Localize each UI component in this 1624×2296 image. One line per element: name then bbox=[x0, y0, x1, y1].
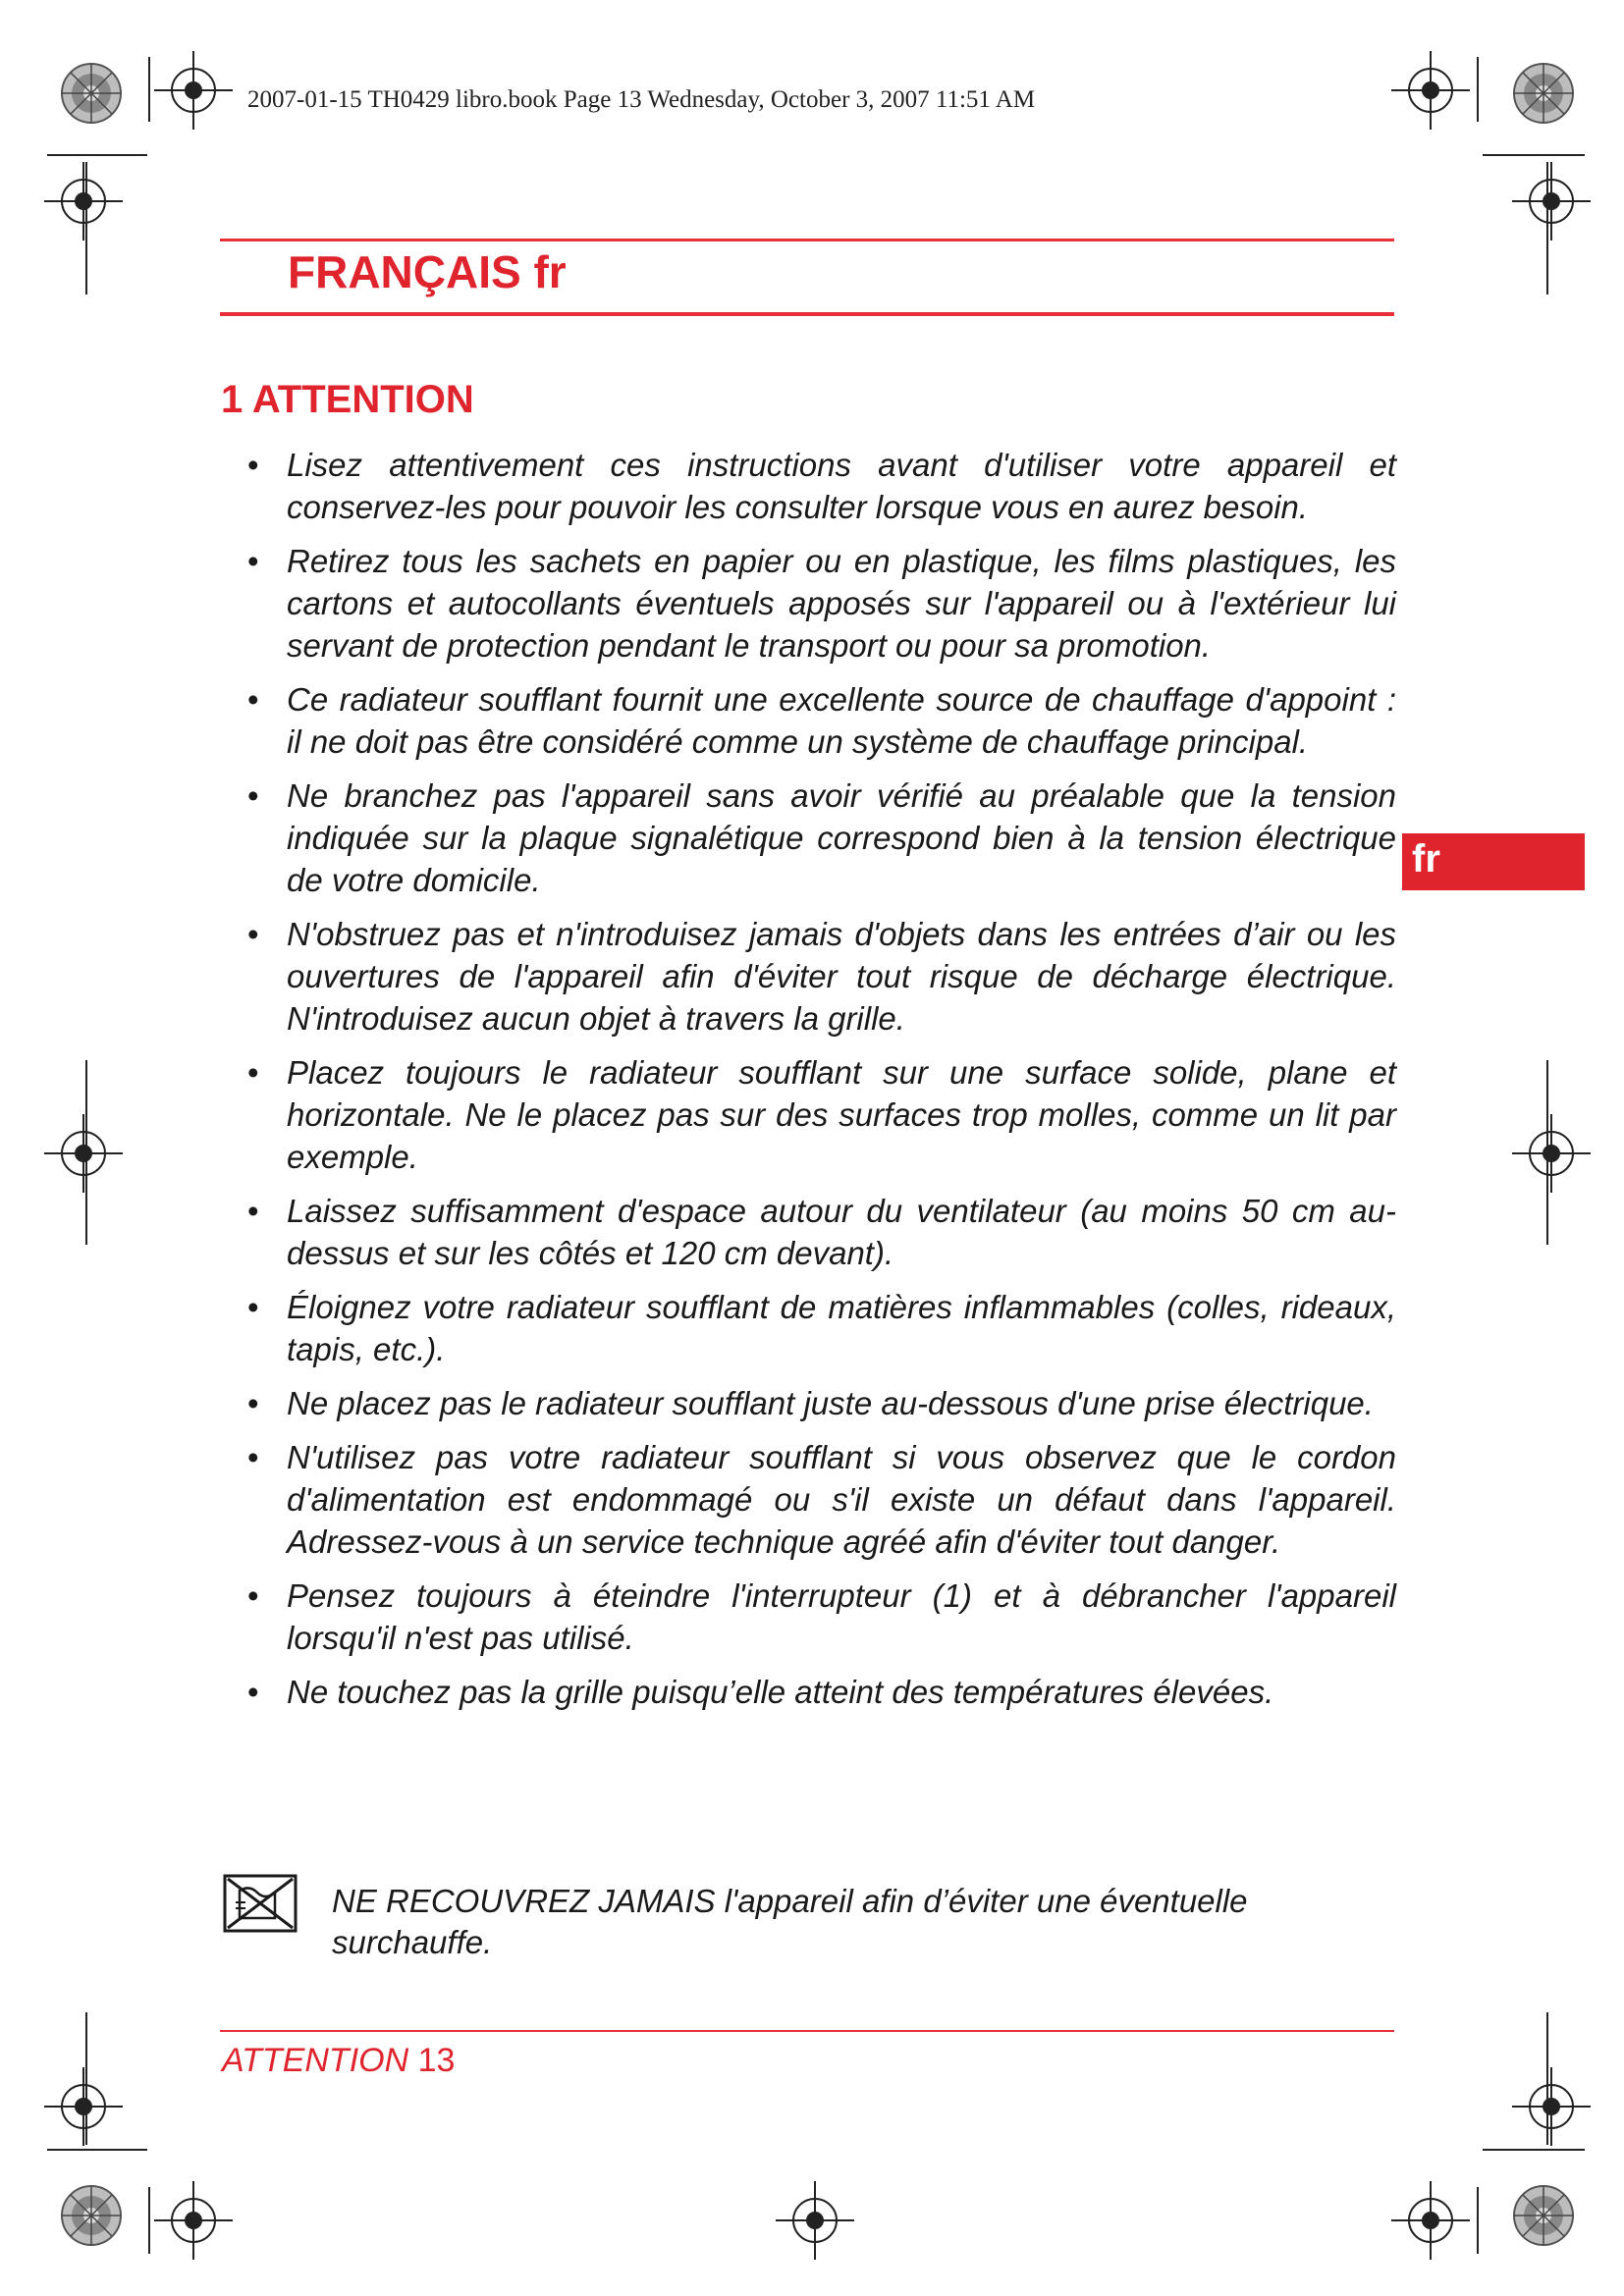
list-item bbox=[247, 540, 1396, 667]
list-item bbox=[247, 1671, 1396, 1713]
bullet-text: N'utilisez pas votre radiateur soufflant si vous observez que le cordon d'alimentation est endommagé ou s'il existe un défaut dans l'appareil. Adressez-vous à un service technique agréé afin d'éviter tout danger. bbox=[287, 1439, 1396, 1560]
bullet-marker: • bbox=[247, 1577, 259, 1614]
bullet-text: Placez toujours le radiateur soufflant sur une surface solide, plane et horizontale. Ne le placez pas sur des surfaces trop molles, comme un lit par exemple. bbox=[287, 1054, 1396, 1175]
warning-text: NE RECOUVREZ JAMAIS l'appareil afin d’éviter une éventuelle surchauffe. bbox=[332, 1883, 1248, 1960]
bullet-text: Ne placez pas le radiateur soufflant juste au-dessous d'une prise électrique. bbox=[287, 1385, 1374, 1421]
bullet-marker: • bbox=[247, 1289, 259, 1325]
bullet-text: Éloignez votre radiateur soufflant de matières inflammables (colles, rideaux, tapis, etc.). bbox=[287, 1289, 1396, 1367]
list-item bbox=[247, 1436, 1396, 1563]
bullet-text: Pensez toujours à éteindre l'interrupteur (1) et à débrancher l'appareil lorsqu'il n'est pas utilisé. bbox=[287, 1577, 1396, 1656]
list-item bbox=[247, 1575, 1396, 1659]
bullet-marker: • bbox=[247, 1193, 259, 1229]
list-item bbox=[247, 678, 1396, 763]
bullet-marker: • bbox=[247, 1385, 259, 1421]
bullet-text: Laissez suffisamment d'espace autour du ventilateur (au moins 50 cm au-dessus et sur les côtés et 120 cm devant). bbox=[287, 1193, 1396, 1271]
bullet-text: Ne branchez pas l'appareil sans avoir vérifié au préalable que la tension indiquée sur la plaque signalétique correspond bien à la tension électrique de votre domicile. bbox=[287, 777, 1396, 898]
bullet-text: Retirez tous les sachets en papier ou en plastique, les films plastiques, les cartons et autocollants éventuels apposés sur l'appareil ou à l'extérieur lui servant de protection pendant le transport ou pour sa promotion. bbox=[287, 543, 1396, 664]
print-header: 2007-01-15 TH0429 libro.book Page 13 Wednesday, October 3, 2007 11:51 AM bbox=[247, 86, 1036, 113]
list-item bbox=[247, 1286, 1396, 1370]
bullet-marker: • bbox=[247, 777, 259, 814]
bullet-text: N'obstruez pas et n'introduisez jamais d'objets dans les entrées d’air ou les ouvertures de l'appareil afin d'éviter tout risque de décharge électrique. N'introduisez aucun objet à travers la grille. bbox=[287, 916, 1396, 1037]
title-top-rule bbox=[220, 239, 1394, 241]
language-tab-label: fr bbox=[1412, 837, 1440, 881]
bullet-text: Ce radiateur soufflant fournit une excellente source de chauffage d'appoint : il ne doit pas être considéré comme un système de chauffage principal. bbox=[287, 681, 1396, 760]
page-title: FRANÇAIS fr bbox=[288, 246, 567, 297]
bullet-marker: • bbox=[247, 447, 259, 483]
language-tab bbox=[1402, 833, 1585, 890]
list-item bbox=[247, 1190, 1396, 1274]
bullet-marker: • bbox=[247, 916, 259, 952]
footer-rule bbox=[220, 2030, 1394, 2032]
list-item bbox=[247, 444, 1396, 528]
page-footer bbox=[222, 2042, 455, 2080]
list-item bbox=[247, 913, 1396, 1040]
footer-page-number: 13 bbox=[417, 2042, 456, 2079]
bullet-marker: • bbox=[247, 1674, 259, 1710]
list-item bbox=[247, 774, 1396, 901]
bullet-text: Ne touchez pas la grille puisqu’elle atteint des températures élevées. bbox=[287, 1674, 1274, 1710]
list-item bbox=[247, 1051, 1396, 1178]
bullet-marker: • bbox=[247, 1439, 259, 1475]
footer-label: ATTENTION bbox=[222, 2042, 409, 2079]
bullet-text: Lisez attentivement ces instructions avant d'utiliser votre appareil et conservez-les pour pouvoir les consulter lorsque vous en aurez besoin. bbox=[287, 447, 1396, 525]
do-not-cover-icon bbox=[222, 1873, 298, 1934]
section-heading: 1 ATTENTION bbox=[221, 378, 474, 421]
bullet-marker: • bbox=[247, 681, 259, 718]
bullet-marker: • bbox=[247, 1054, 259, 1091]
title-bottom-rule bbox=[220, 312, 1394, 316]
attention-bullet-list bbox=[247, 444, 1396, 1725]
bullet-marker: • bbox=[247, 543, 259, 579]
list-item bbox=[247, 1382, 1396, 1424]
